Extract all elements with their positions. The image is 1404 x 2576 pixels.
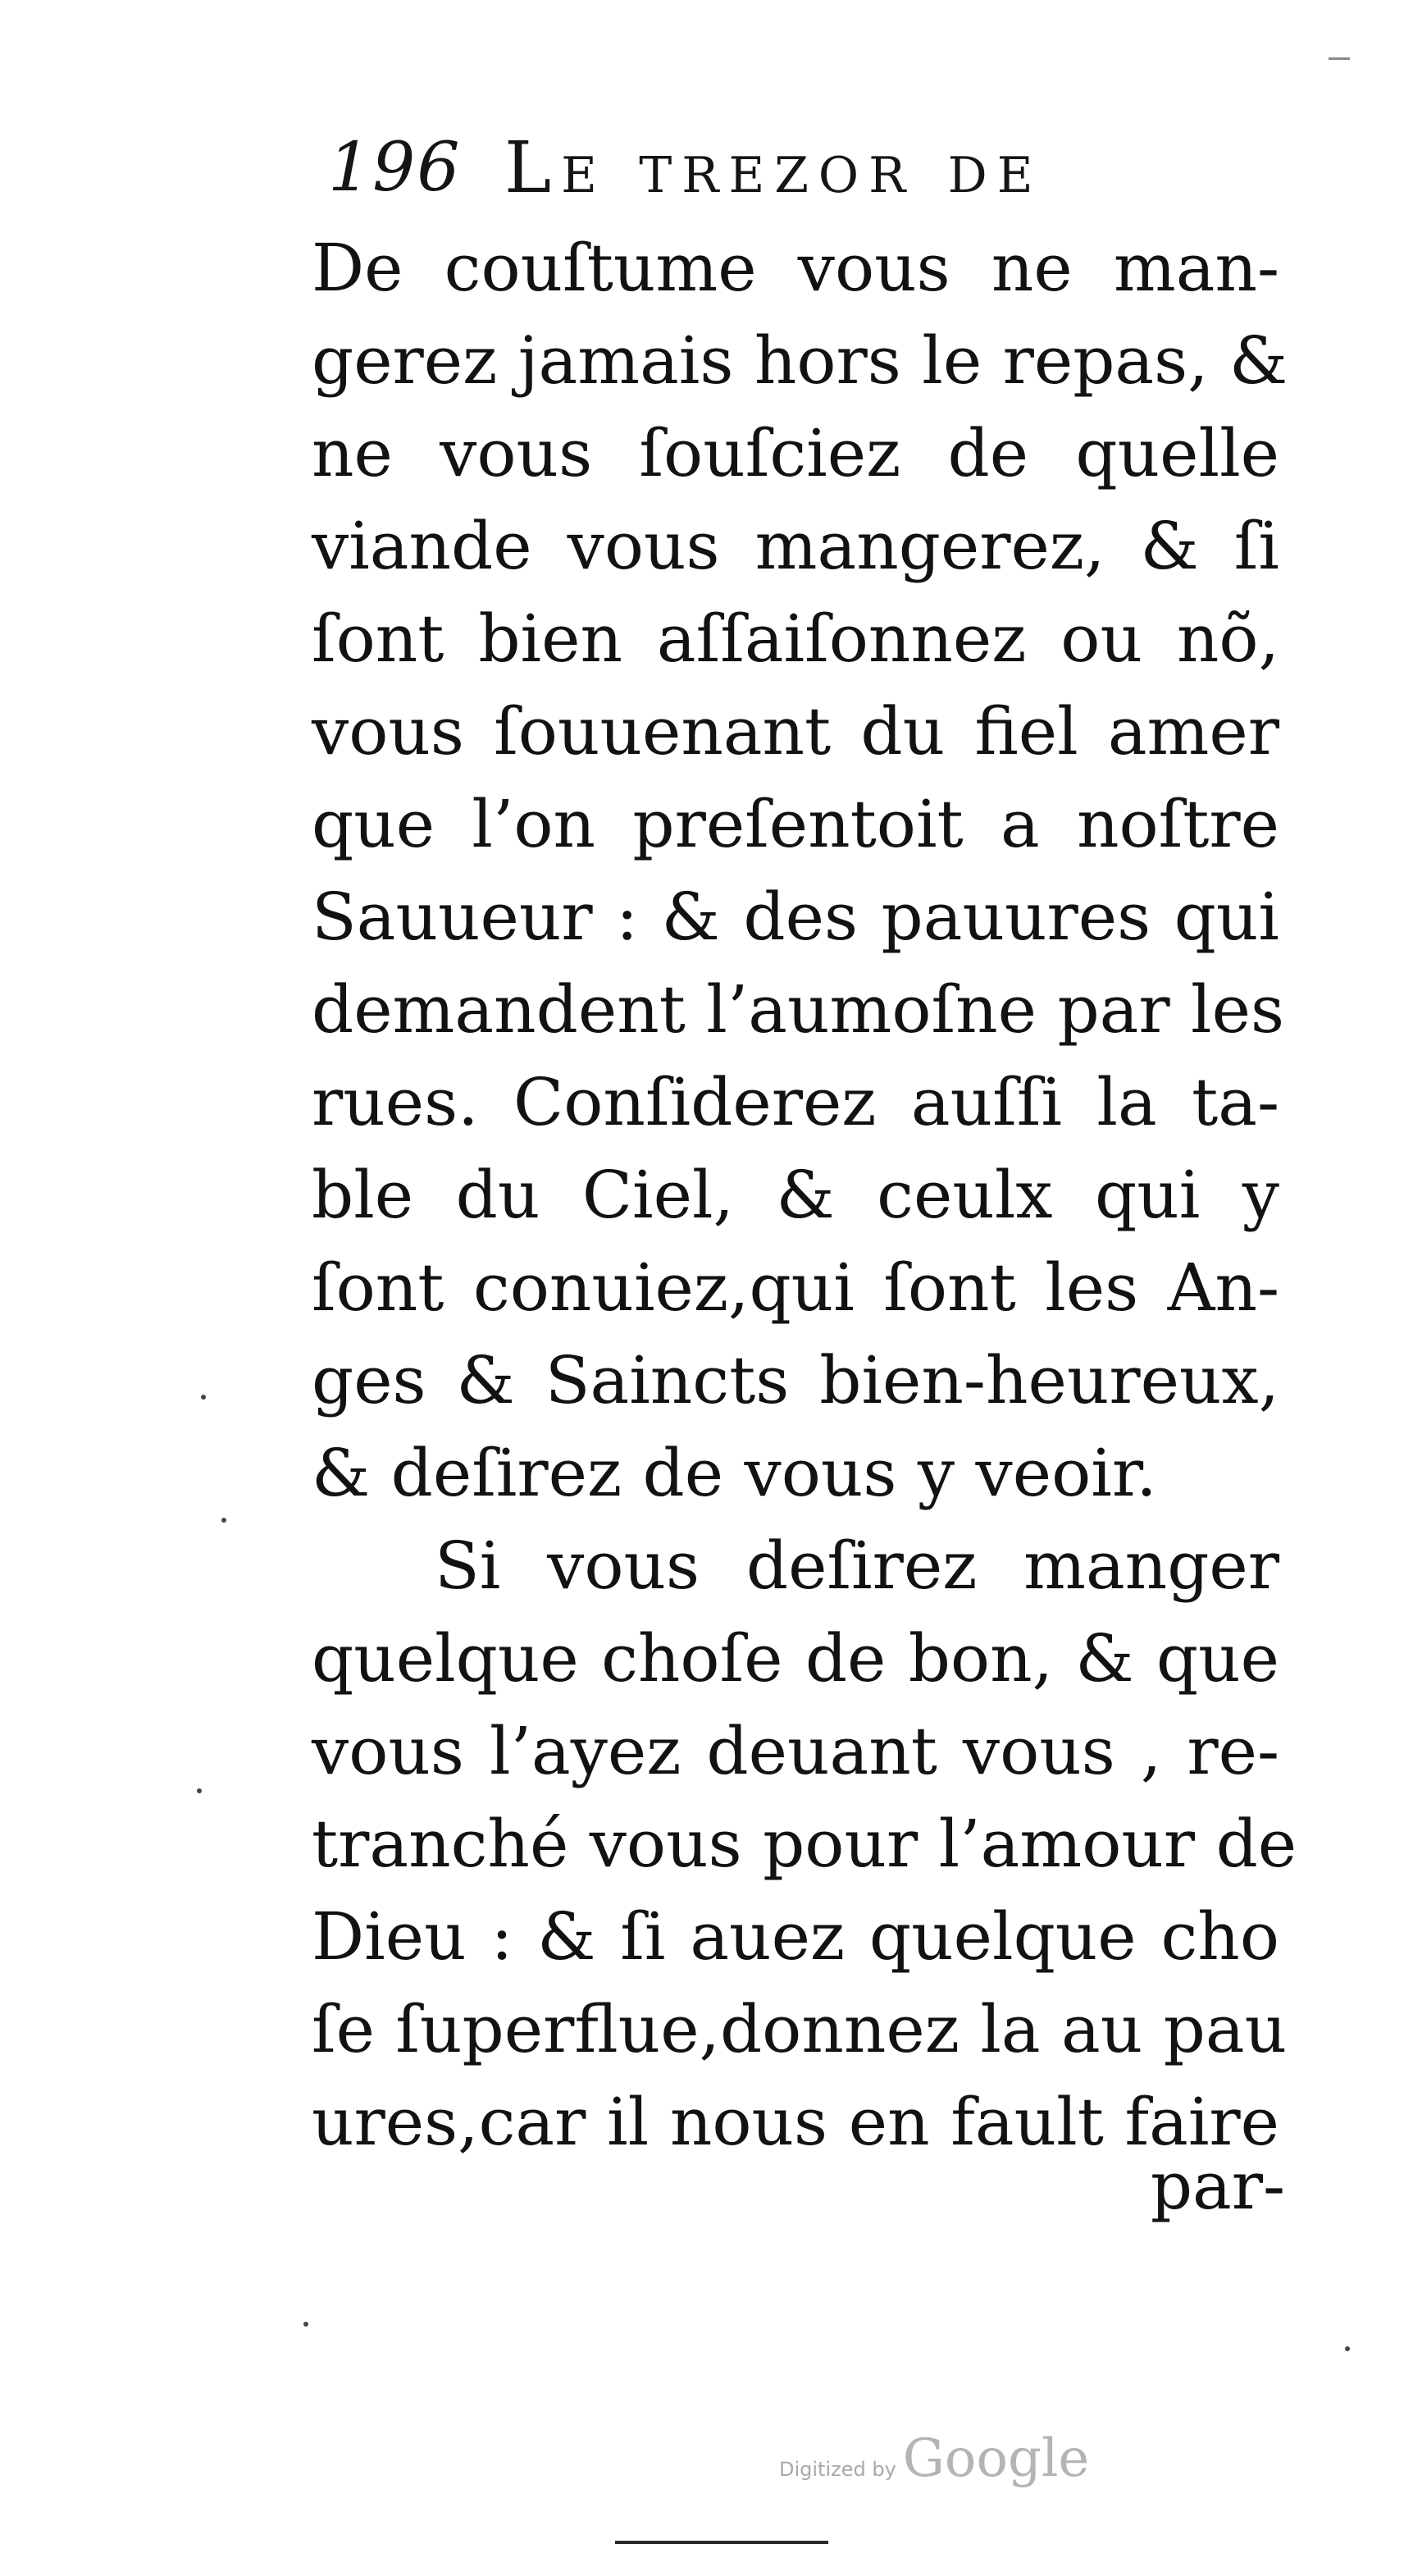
text-line: ble du Ciel, & ceulx qui y: [312, 1157, 1279, 1233]
edge-mark: [1329, 57, 1350, 60]
text-line: ſont bien aſſaiſonnez ou nõ,: [312, 601, 1279, 677]
text-line: que l’on preſentoit a noſtre: [312, 786, 1279, 862]
text-line: ſont conuiez,qui ſont les An-: [312, 1249, 1279, 1326]
text-line: ges & Saincts bien-heureux,: [312, 1342, 1279, 1418]
ink-speck: [1345, 2346, 1350, 2351]
google-logo: Google: [902, 2428, 1090, 2489]
ink-speck: [221, 1518, 226, 1523]
digitized-by-google-watermark: [779, 2428, 1089, 2502]
text-line: vous l’ayez deuant vous , re-: [312, 1713, 1279, 1789]
digitized-label: Digitized by: [779, 2458, 896, 2481]
text-line: & deſirez de vous y veoir.: [312, 1435, 1157, 1511]
ink-speck: [201, 1395, 206, 1400]
text-line: tranché vous pour l’amour de: [312, 1806, 1297, 1882]
text-line: ſe ſuperflue,donnez la au pau: [312, 1991, 1288, 2067]
bottom-rule: [615, 2541, 828, 2544]
text-line: demandent l’aumoſne par les: [312, 971, 1285, 1048]
text-line: Sauueur : & des pauures qui: [312, 879, 1279, 955]
text-line: gerez jamais hors le repas, &: [312, 322, 1288, 399]
text-line-paragraph-start: Si vous deſirez manger: [435, 1528, 1279, 1604]
body-text: [312, 222, 1297, 2168]
text-line: Dieu : & ſi auez quelque cho: [312, 1898, 1279, 1975]
text-line: ne vous ſouſciez de quelle: [312, 415, 1279, 491]
text-line: rues. Conſiderez auſſi la ta-: [312, 1064, 1279, 1140]
ink-speck: [197, 1788, 202, 1793]
running-head: Le trezor de: [504, 127, 1043, 209]
ink-speck: [303, 2322, 308, 2327]
text-line: vous ſouuenant du fiel amer: [312, 693, 1279, 770]
page-number: 196: [328, 129, 462, 207]
catchword: par-: [1150, 2148, 1285, 2224]
text-line: quelque choſe de bon, & que: [312, 1620, 1279, 1697]
text-line: De couſtume vous ne man-: [312, 230, 1279, 306]
text-line: viande vous mangerez, & ſi: [312, 508, 1279, 584]
text-line: ures,car il nous en fault faire: [312, 2084, 1279, 2160]
page-header: [328, 123, 1255, 213]
